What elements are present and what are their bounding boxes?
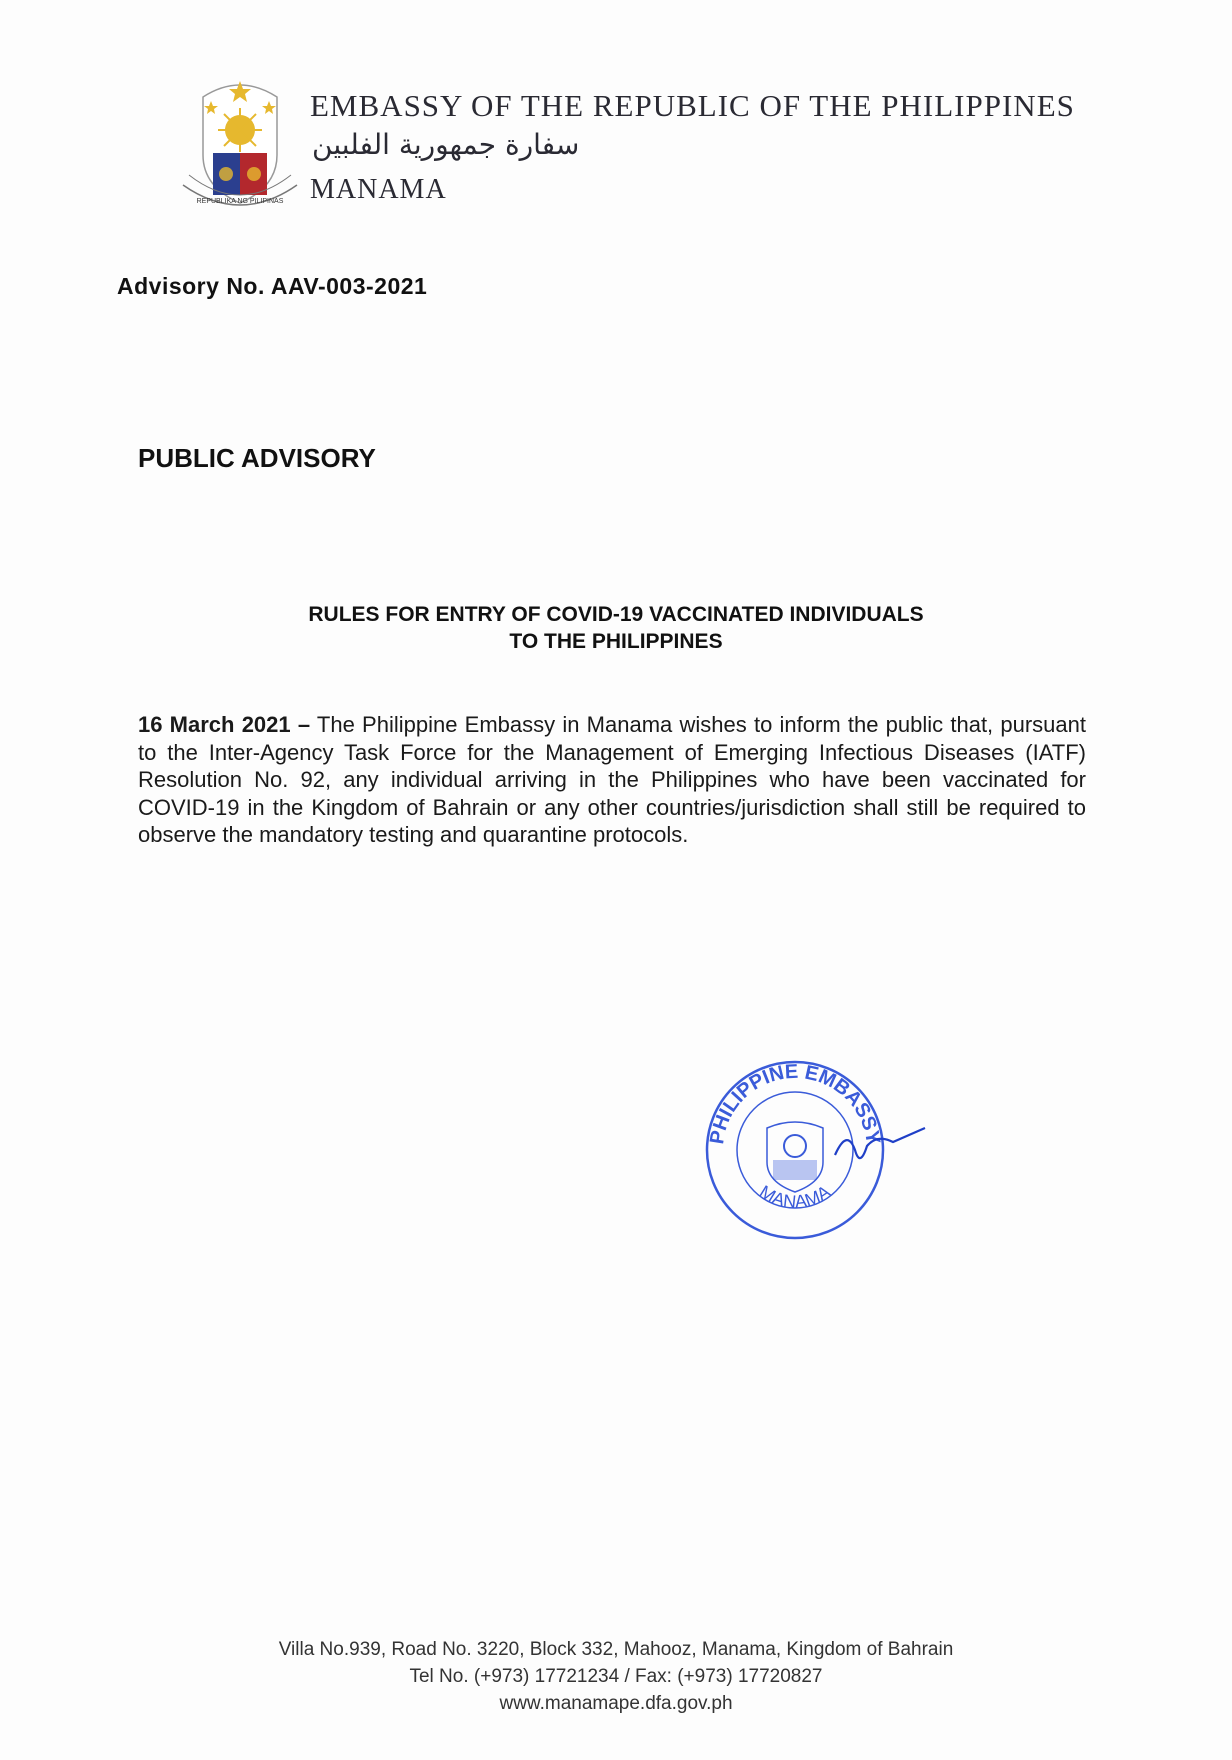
document-type-heading: PUBLIC ADVISORY [138, 443, 376, 473]
embassy-stamp [695, 1050, 935, 1250]
philippine-seal-logo [175, 75, 305, 215]
advisory-date: 16 March 2021 – [138, 712, 311, 737]
letterhead-title-arabic: سفارة جمهورية الفلبين [312, 128, 580, 161]
advisory-body-text: The Philippine Embassy in Manama wishes to inform the public that, pursuant to the Inter-Agency Task Force for the Management of Emerging Infectious Diseases (IATF) Resolution No. 92, any individual arriving in the Philippines who have been vaccinated for COVID-19 in the Kingdom of Bahrain or any other countries/jurisdiction shall still be required to observe the mandatory testing and quarantine protocols. [138, 712, 1086, 847]
subject-line-1: RULES FOR ENTRY OF COVID-19 VACCINATED INDIVIDUALS [308, 603, 924, 626]
footer [0, 1636, 1232, 1717]
stamp-top-text: PHILIPPINE EMBASSY [706, 1060, 884, 1146]
footer-website[interactable]: www.manamape.dfa.gov.ph [499, 1693, 733, 1714]
subject-line-2: TO THE PHILIPPINES [509, 630, 723, 653]
stamp-bottom-text: MANAMA [756, 1181, 834, 1212]
advisory-number: Advisory No. AAV-003-2021 [117, 273, 428, 299]
letterhead-title: EMBASSY OF THE REPUBLIC OF THE PHILIPPINES [310, 88, 1075, 123]
letterhead-city: MANAMA [310, 174, 447, 205]
seal-ribbon-text: REPUBLIKA NG PILIPINAS [196, 198, 284, 205]
footer-address: Villa No.939, Road No. 3220, Block 332, Mahooz, Manama, Kingdom of Bahrain [278, 1639, 954, 1660]
footer-phone: Tel No. (+973) 17721234 / Fax: (+973) 17720827 [409, 1666, 823, 1687]
subject-heading [138, 601, 1094, 655]
advisory-body [138, 711, 1086, 849]
